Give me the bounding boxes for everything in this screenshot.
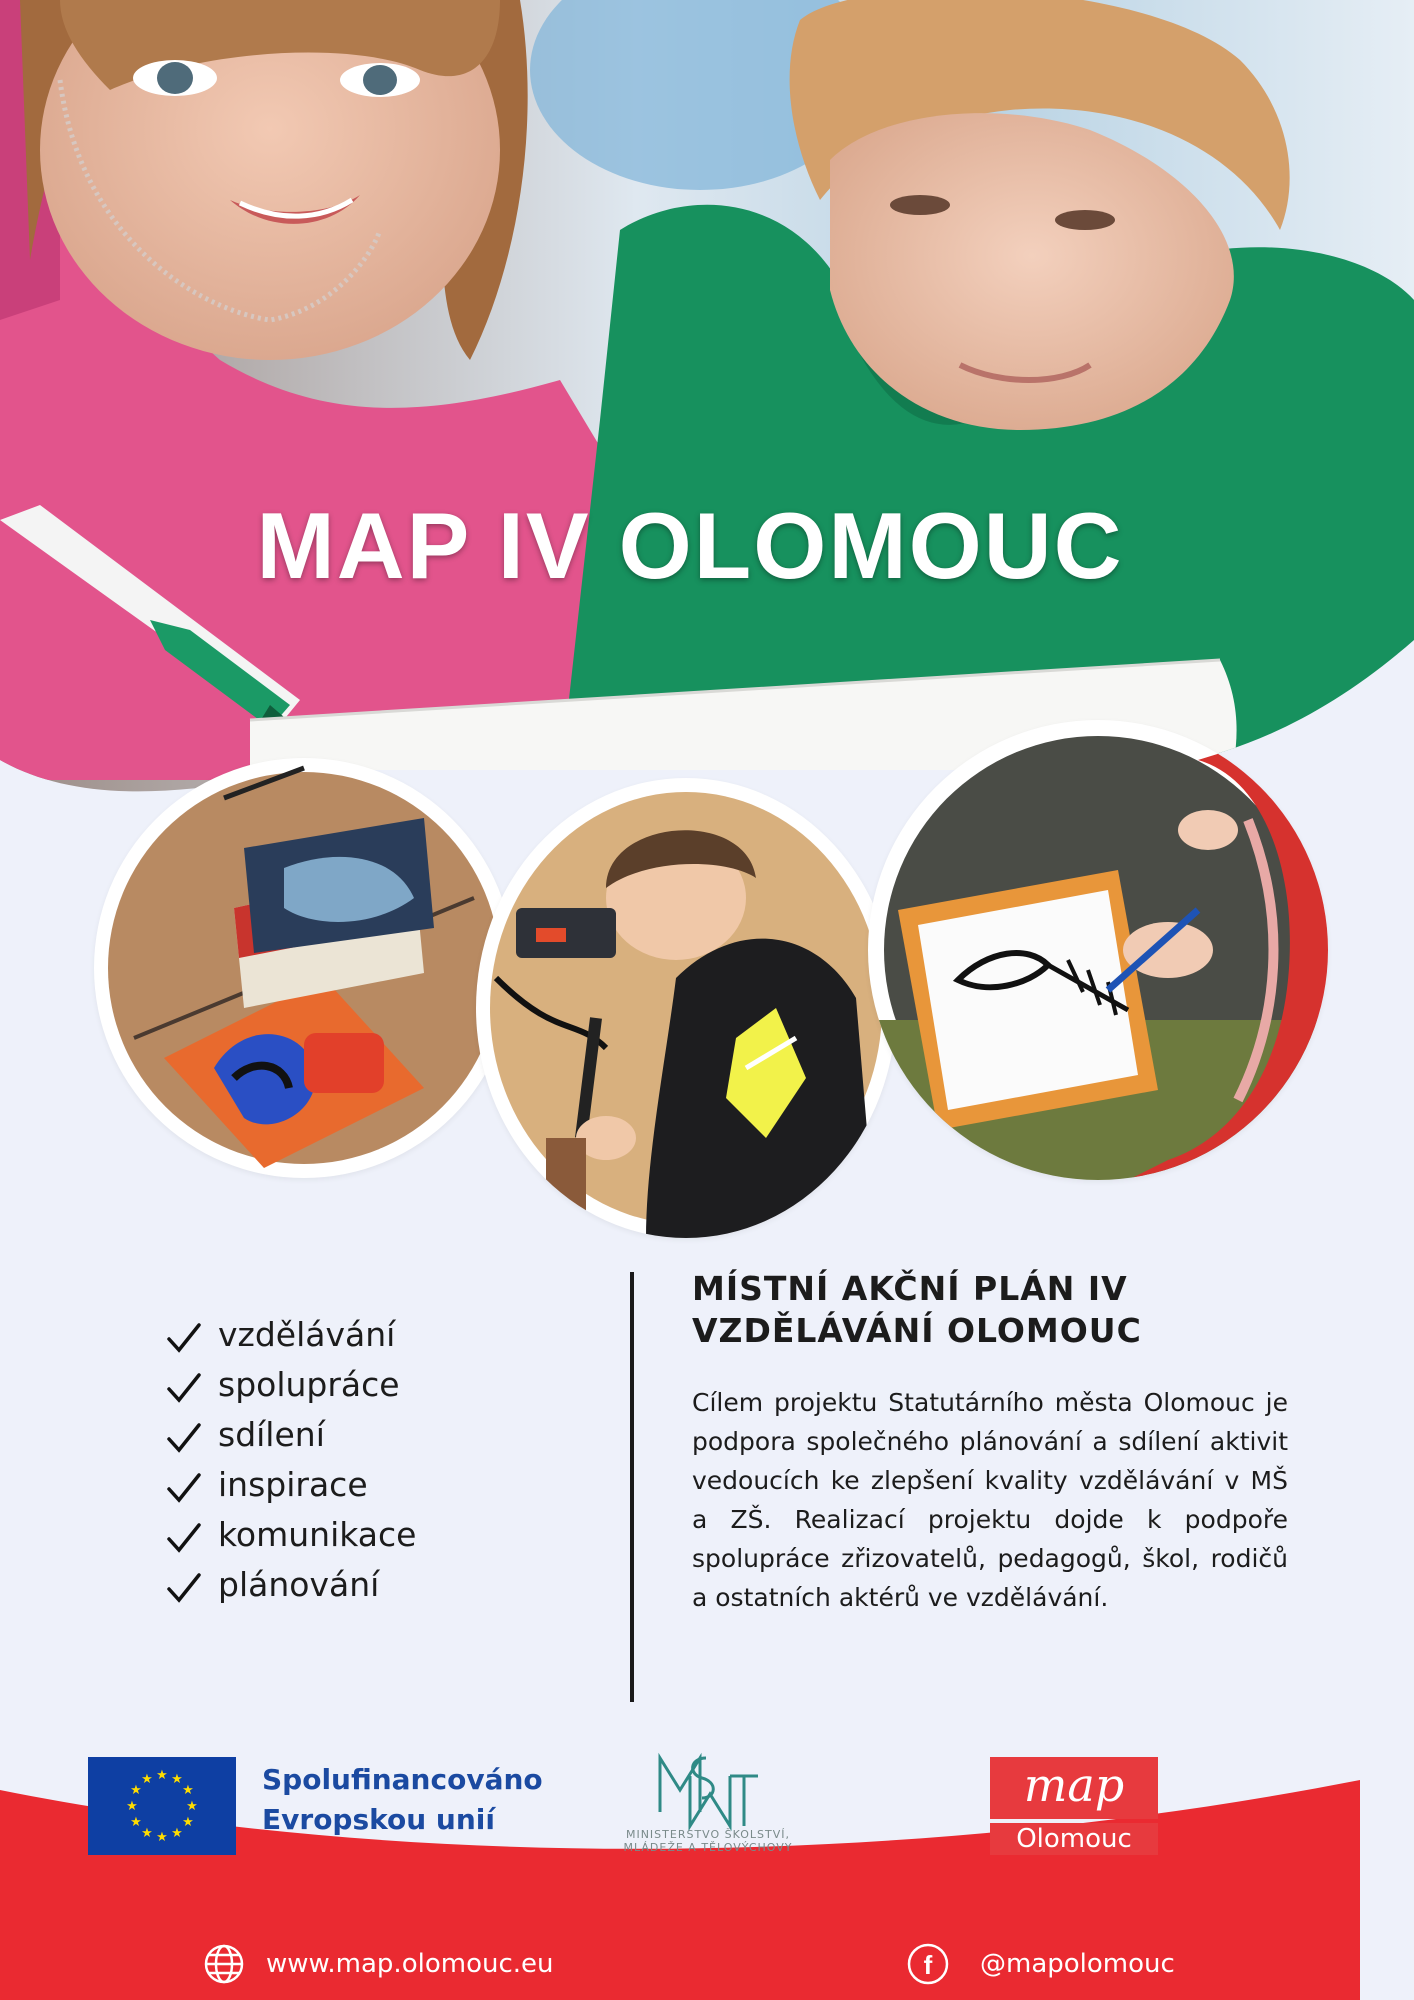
feature-item xyxy=(162,1560,416,1610)
svg-text:★: ★ xyxy=(182,1815,194,1830)
checkmark-icon xyxy=(166,1320,202,1356)
feature-item xyxy=(162,1510,416,1560)
feature-item xyxy=(162,1460,416,1510)
info-body: Cílem projektu Statutárního města Olomouc je podpora společného plánování a sdílení aktivit vedoucích ke zlepšení kvality vzdělávání v MŠ a ZŠ. Realizací projektu dojde k podpoře spolupráce zřizovatelů, pedagogů, škol, rodičů a ostatních aktérů ve vzdělávání. xyxy=(692,1388,1288,1612)
feature-label: vzdělávání xyxy=(218,1315,396,1354)
svg-text:★: ★ xyxy=(126,1799,138,1814)
svg-text:★: ★ xyxy=(141,1772,153,1787)
photo-books xyxy=(94,758,514,1178)
svg-text:★: ★ xyxy=(182,1783,194,1798)
social-handle-link[interactable]: @mapolomouc xyxy=(980,1949,1175,1979)
feature-item xyxy=(162,1410,416,1460)
svg-text:★: ★ xyxy=(130,1815,142,1830)
info-title xyxy=(692,1268,1292,1352)
map-logo-city: Olomouc xyxy=(990,1823,1158,1855)
photo-drawing xyxy=(868,720,1328,1180)
photo-soldering xyxy=(476,778,896,1238)
checkmark-icon xyxy=(166,1470,202,1506)
eu-cofunded-text xyxy=(262,1760,543,1840)
website-link[interactable]: www.map.olomouc.eu xyxy=(266,1949,554,1979)
eu-flag-logo xyxy=(88,1757,236,1855)
books-photo xyxy=(94,758,514,1178)
hero-title: MAP IV OLOMOUC xyxy=(256,493,1124,598)
feature-label: inspirace xyxy=(218,1465,368,1504)
svg-text:★: ★ xyxy=(156,1768,168,1783)
map-logo-word: map xyxy=(990,1757,1158,1819)
svg-text:★: ★ xyxy=(171,1826,183,1841)
feature-item xyxy=(162,1310,416,1360)
info-title-line1: MÍSTNÍ AKČNÍ PLÁN IV xyxy=(692,1269,1128,1308)
features-checklist xyxy=(162,1310,416,1610)
svg-text:★: ★ xyxy=(141,1826,153,1841)
soldering-photo xyxy=(476,778,896,1238)
feature-label: spolupráce xyxy=(218,1365,400,1404)
checkmark-icon xyxy=(166,1520,202,1556)
checkmark-icon xyxy=(166,1420,202,1456)
msmt-caption-line1: MINISTERSTVO ŠKOLSTVÍ, xyxy=(625,1828,791,1841)
svg-text:★: ★ xyxy=(186,1799,198,1814)
eu-text-line2: Evropskou unií xyxy=(262,1803,495,1836)
svg-text:f: f xyxy=(923,1950,933,1980)
drawing-photo xyxy=(868,720,1328,1180)
svg-text:★: ★ xyxy=(156,1830,168,1845)
checkmark-icon xyxy=(166,1370,202,1406)
msmt-caption-line2: MLÁDEŽE A TĚLOVÝCHOVY xyxy=(623,1841,793,1854)
feature-label: komunikace xyxy=(218,1515,417,1554)
globe-icon xyxy=(202,1942,246,1986)
facebook-icon xyxy=(906,1942,950,1986)
eu-text-line1: Spolufinancováno xyxy=(262,1763,543,1796)
info-title-line2: VZDĚLÁVÁNÍ OLOMOUC xyxy=(692,1311,1142,1350)
svg-text:★: ★ xyxy=(130,1783,142,1798)
map-olomouc-logo xyxy=(990,1757,1158,1855)
eu-stars-icon xyxy=(88,1757,236,1855)
svg-text:★: ★ xyxy=(171,1772,183,1787)
feature-label: sdílení xyxy=(218,1415,325,1454)
checkmark-icon xyxy=(166,1570,202,1606)
msmt-caption xyxy=(598,1828,818,1854)
feature-item xyxy=(162,1360,416,1410)
vertical-divider xyxy=(630,1272,634,1702)
feature-label: plánování xyxy=(218,1565,380,1604)
